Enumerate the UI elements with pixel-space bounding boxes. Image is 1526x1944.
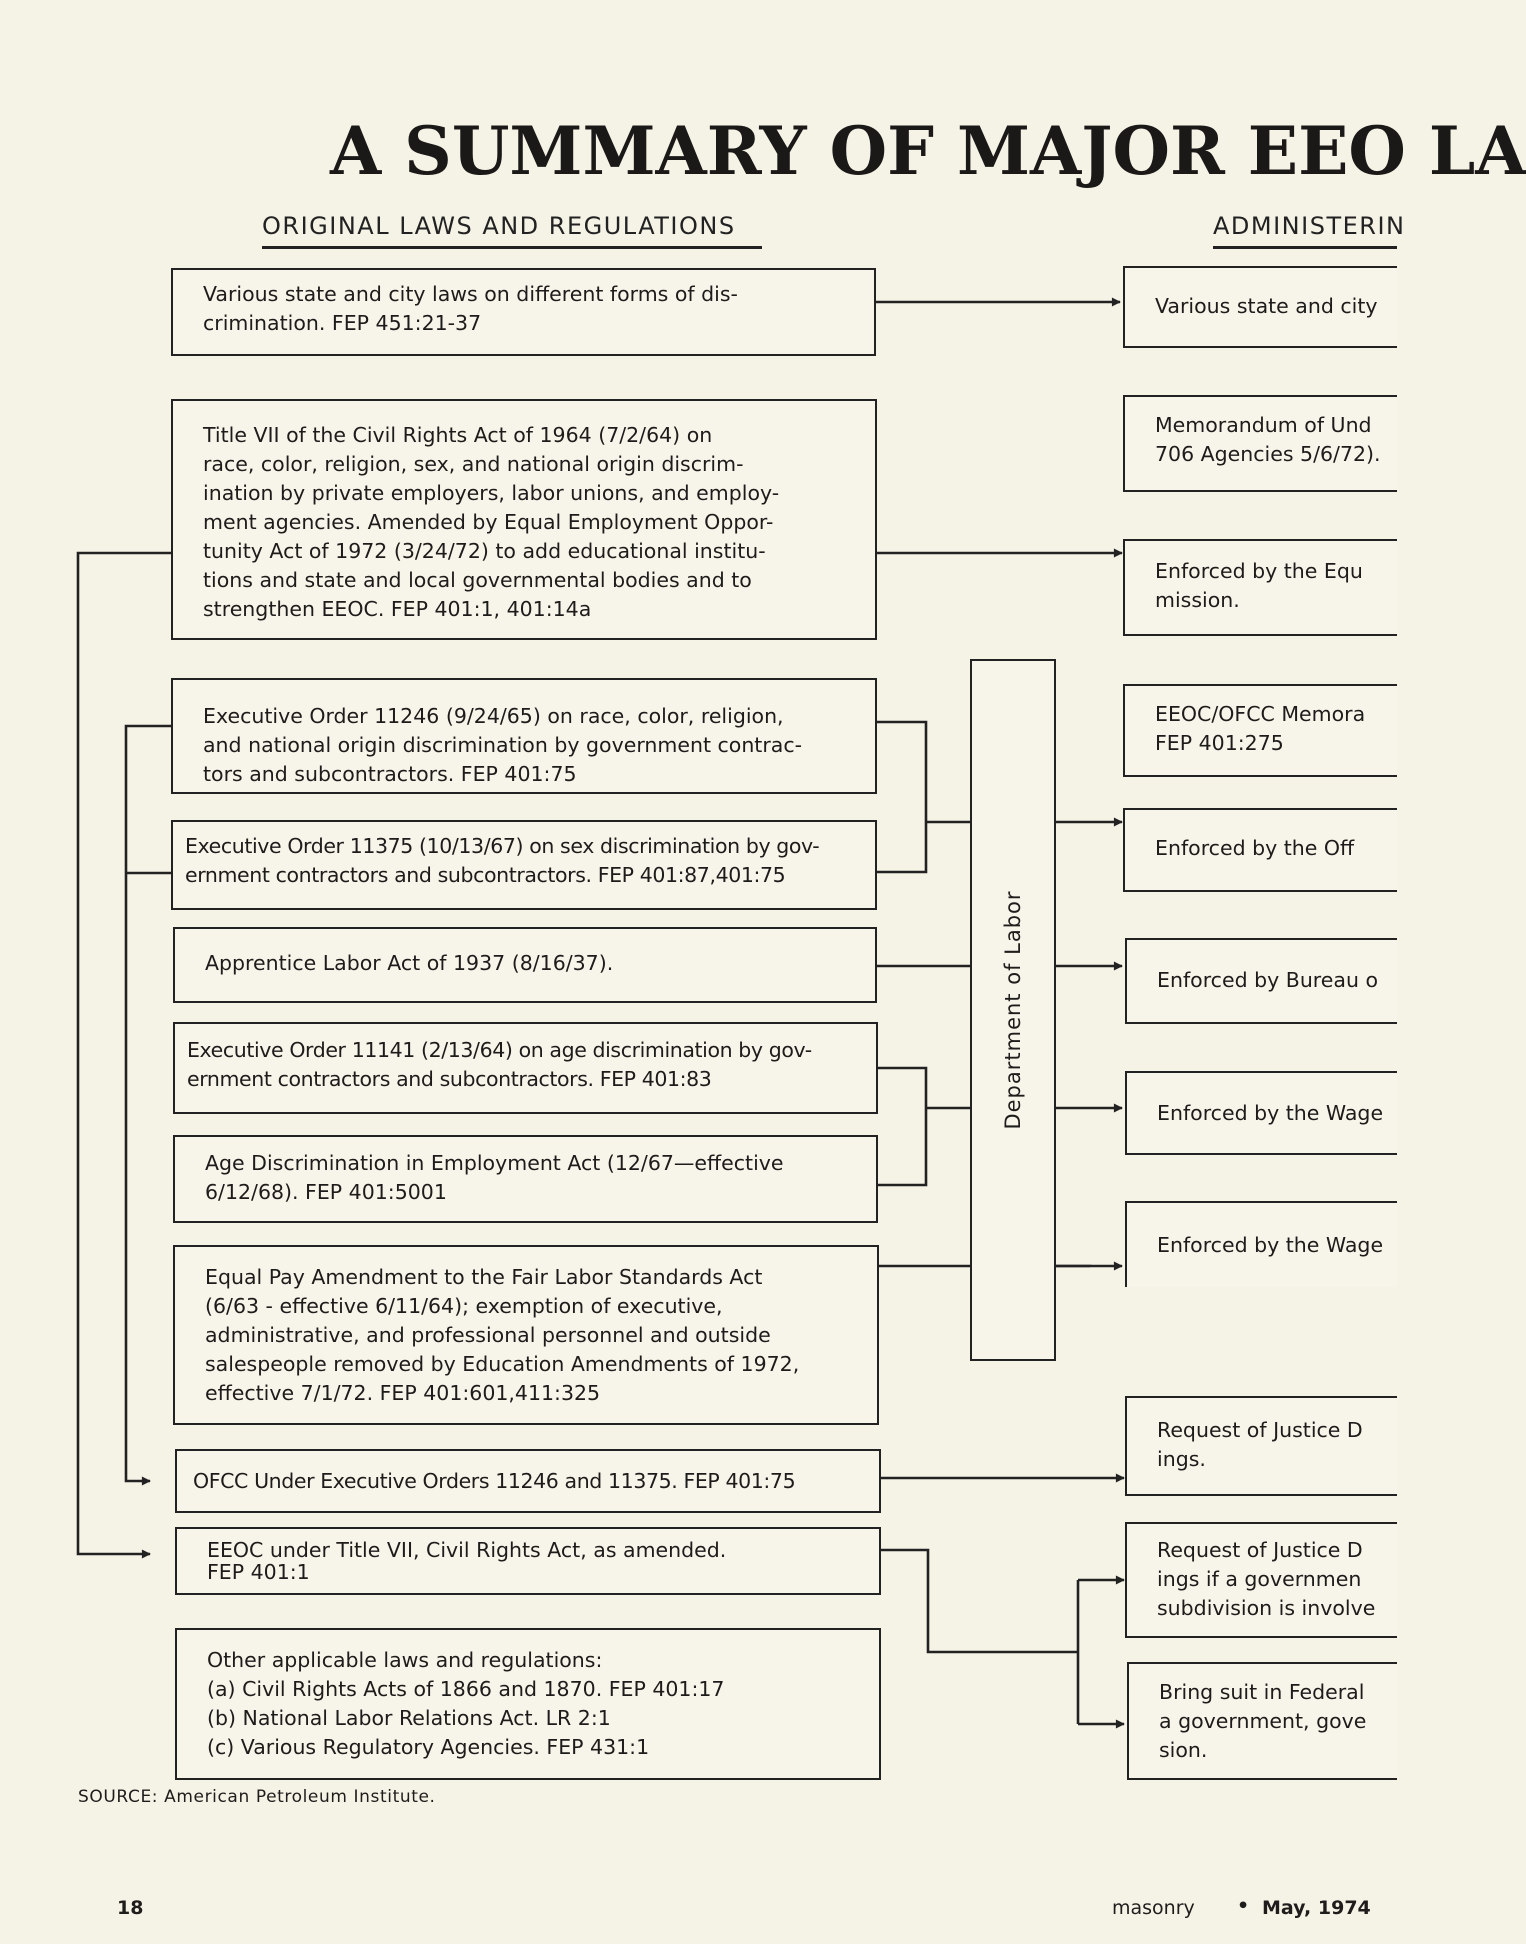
law-line: tors and subcontractors. FEP 401:75 — [203, 762, 577, 786]
admin-line: ings. — [1157, 1447, 1206, 1471]
admin-line: ings if a governmen — [1157, 1567, 1362, 1591]
admin-enforced-ofcc — [1123, 808, 1397, 892]
publication-name: masonry — [1112, 1897, 1195, 1919]
admin-line: Request of Justice D — [1157, 1538, 1363, 1562]
admin-justice-1 — [1125, 1396, 1397, 1496]
law-line: 6/12/68). FEP 401:5001 — [205, 1180, 447, 1204]
law-line: tunity Act of 1972 (3/24/72) to add educational institu- — [203, 539, 766, 563]
law-line: Executive Order 11246 (9/24/65) on race, color, religion, — [203, 704, 784, 728]
law-line: strengthen EEOC. FEP 401:1, 401:14a — [203, 597, 592, 621]
law-line: Executive Order 11141 (2/13/64) on age discrimination by gov- — [187, 1038, 812, 1062]
group-eo-11246-11375 — [876, 722, 926, 872]
law-line: salespeople removed by Education Amendments of 1972, — [205, 1352, 800, 1376]
admin-line: sion. — [1159, 1738, 1208, 1762]
page-number: 18 — [117, 1897, 144, 1919]
law-line: (6/63 - effective 6/11/64); exemption of executive, — [205, 1294, 723, 1318]
law-ofcc — [175, 1449, 881, 1513]
law-line: Title VII of the Civil Rights Act of 1964 (7/2/64) on — [203, 423, 713, 447]
law-line: race, color, religion, sex, and national origin discrim- — [203, 452, 744, 476]
admin-line: Various state and city — [1155, 294, 1378, 318]
admin-enforced-wage-1 — [1125, 1071, 1397, 1155]
law-line: administrative, and professional personnel and outside — [205, 1323, 771, 1347]
law-other-applicable — [175, 1628, 881, 1780]
law-eo-11246 — [171, 678, 877, 794]
admin-line: Request of Justice D — [1157, 1418, 1363, 1442]
law-equal-pay — [173, 1245, 879, 1425]
law-line: (a) Civil Rights Acts of 1866 and 1870. FEP 401:17 — [207, 1677, 725, 1701]
publication-date: May, 1974 — [1262, 1897, 1371, 1919]
admin-justice-2 — [1125, 1522, 1397, 1638]
left-column-header: ORIGINAL LAWS AND REGULATIONS — [262, 212, 736, 240]
law-line: Apprentice Labor Act of 1937 (8/16/37). — [205, 951, 614, 975]
admin-line: EEOC/OFCC Memora — [1155, 702, 1366, 726]
law-line: OFCC Under Executive Orders 11246 and 11375. FEP 401:75 — [193, 1469, 796, 1493]
footer-bullet: • — [1237, 1895, 1250, 1917]
law-line: Various state and city laws on different forms of dis- — [203, 282, 738, 306]
law-line: ination by private employers, labor unions, and employ- — [203, 481, 780, 505]
admin-line: subdivision is involve — [1157, 1596, 1376, 1620]
law-line: ernment contractors and subcontractors. FEP 401:83 — [187, 1067, 712, 1091]
admin-memorandum — [1123, 395, 1397, 492]
group-age — [876, 1068, 926, 1185]
law-line: (b) National Labor Relations Act. LR 2:1 — [207, 1706, 611, 1730]
page-title: A SUMMARY OF MAJOR EEO LA — [330, 112, 1526, 190]
admin-line: mission. — [1155, 588, 1240, 612]
admin-line: a government, gove — [1159, 1709, 1367, 1733]
admin-enforced-wage-2 — [1125, 1201, 1397, 1287]
law-line: ernment contractors and subcontractors. FEP 401:87,401:75 — [185, 863, 786, 887]
admin-line: Enforced by Bureau o — [1157, 968, 1379, 992]
law-line: ment agencies. Amended by Equal Employment Oppor- — [203, 510, 774, 534]
bracket-title-vii-to-eeoc — [78, 553, 171, 1554]
admin-line: Bring suit in Federal — [1159, 1680, 1365, 1704]
source-note: SOURCE: American Petroleum Institute. — [78, 1787, 436, 1807]
law-line: Other applicable laws and regulations: — [207, 1648, 603, 1672]
admin-line: Memorandum of Und — [1155, 413, 1372, 437]
admin-federal-suit — [1127, 1662, 1397, 1780]
law-eo-11141 — [173, 1022, 878, 1114]
admin-line: Enforced by the Off — [1155, 836, 1355, 860]
law-line: Equal Pay Amendment to the Fair Labor Standards Act — [205, 1265, 763, 1289]
eeoc-branch — [880, 1550, 1078, 1652]
admin-line: Enforced by the Wage — [1157, 1101, 1384, 1125]
bracket-eo-to-ofcc — [126, 726, 171, 1481]
law-age-discrimination — [173, 1135, 878, 1223]
law-apprentice — [173, 927, 877, 1003]
admin-line: 706 Agencies 5/6/72). — [1155, 442, 1381, 466]
admin-eeoc-ofcc-memo — [1123, 684, 1397, 777]
law-line: and national origin discrimination by government contrac- — [203, 733, 803, 757]
admin-line: Enforced by the Equ — [1155, 559, 1363, 583]
department-of-labor-label: Department of Labor — [1001, 890, 1025, 1130]
law-title-vii — [171, 399, 877, 640]
law-line: tions and state and local governmental bodies and to — [203, 568, 752, 592]
law-state-city — [171, 268, 876, 356]
admin-state-city — [1123, 266, 1397, 348]
department-of-labor-box — [970, 659, 1056, 1361]
law-line: (c) Various Regulatory Agencies. FEP 431:1 — [207, 1735, 650, 1759]
admin-enforced-eeoc — [1123, 539, 1397, 636]
law-line: crimination. FEP 451:21-37 — [203, 311, 482, 335]
law-line: effective 7/1/72. FEP 401:601,411:325 — [205, 1381, 601, 1405]
admin-enforced-bureau — [1125, 938, 1397, 1024]
right-column-header: ADMINISTERIN — [1213, 212, 1406, 240]
law-eeoc — [175, 1527, 881, 1595]
law-eo-11375 — [171, 820, 877, 910]
admin-line: FEP 401:275 — [1155, 731, 1284, 755]
law-line: FEP 401:1 — [207, 1560, 310, 1584]
admin-line: Enforced by the Wage — [1157, 1233, 1384, 1257]
law-line: EEOC under Title VII, Civil Rights Act, as amended. — [207, 1538, 727, 1562]
law-line: Age Discrimination in Employment Act (12/67—effective — [205, 1151, 784, 1175]
law-line: Executive Order 11375 (10/13/67) on sex discrimination by gov- — [185, 834, 820, 858]
